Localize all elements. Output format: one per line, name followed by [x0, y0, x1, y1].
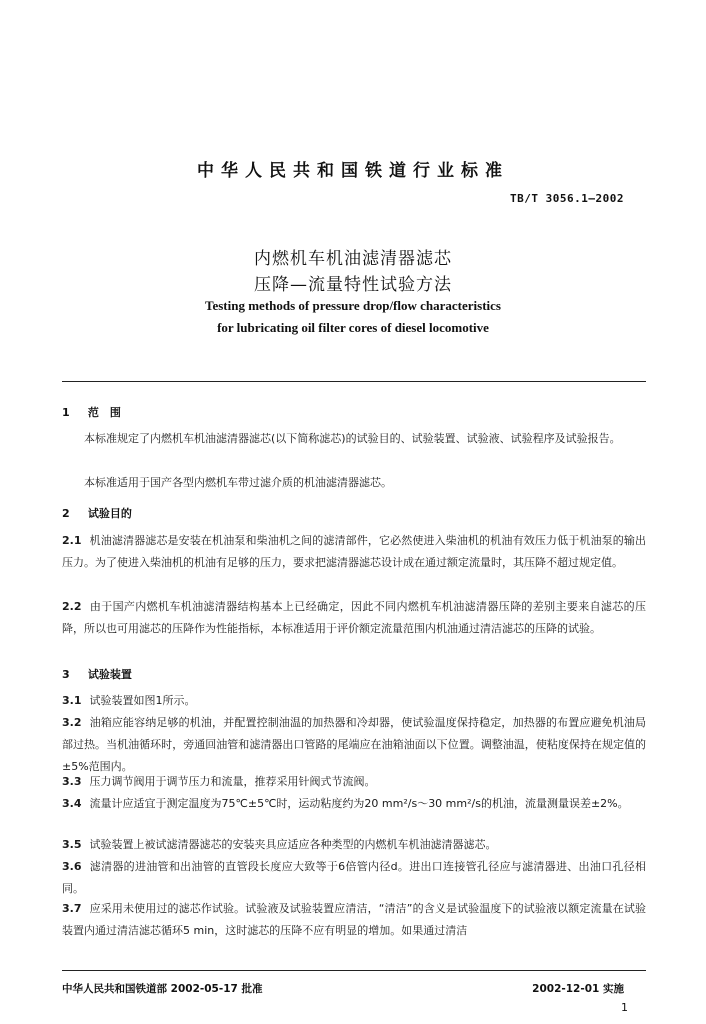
section-2-heading — [62, 505, 132, 521]
clause-number: 3.6 — [62, 860, 82, 873]
standard-number: TB/T 3056.1—2002 — [510, 192, 624, 205]
clause-number: 3.4 — [62, 797, 82, 810]
clause-3-2 — [62, 712, 646, 778]
clause-3-6 — [62, 856, 646, 900]
title-en-line1: Testing methods of pressure drop/flow characteristics — [205, 298, 501, 313]
title-cn-line1: 内燃机车机油滤清器滤芯 — [254, 249, 452, 269]
clause-text: 压力调节阀用于调节压力和流量，推荐采用针阀式节流阀。 — [89, 775, 376, 788]
section-number: 1 — [62, 406, 70, 419]
clause-text: 由于国产内燃机车机油滤清器结构基本上已经确定，因此不同内燃机车机油滤清器压降的差别主要来自滤芯的压降，所以也可用滤芯的压降作为性能指标，本标准适用于评价额定流量范围内机油通过清洁滤芯的压降的试验。 — [62, 600, 646, 635]
clause-2-2 — [62, 596, 646, 640]
title-cn-line2: 压降—流量特性试验方法 — [254, 275, 452, 295]
clause-number: 3.2 — [62, 716, 82, 729]
implementation-date: 2002-12-01 实施 — [532, 983, 624, 995]
title-divider — [62, 381, 646, 382]
section-number: 3 — [62, 668, 70, 681]
section-3-heading — [62, 666, 132, 682]
section-title: 试验目的 — [87, 507, 132, 520]
standard-category-header: 中华人民共和国铁道行业标准 — [197, 161, 509, 181]
clause-2-1 — [62, 530, 646, 574]
clause-3-3 — [62, 771, 646, 793]
clause-number: 2.1 — [62, 534, 82, 547]
clause-text: 滤清器的进油管和出油管的直管段长度应大致等于6倍管内径d。进出口连接管孔径应与滤清器进、出油口孔径相同。 — [62, 860, 646, 895]
clause-text: 机油滤清器滤芯是安装在机油泵和柴油机之间的滤清部件，它必然使进入柴油机的机油有效压力低于机油泵的输出压力。为了使进入柴油机的机油有足够的压力，要求把滤清器滤芯设计成在通过额定流量时，其压降不超过规定值。 — [62, 534, 646, 569]
clause-number: 3.5 — [62, 838, 82, 851]
section-title: 范 围 — [87, 406, 121, 419]
clause-number: 3.1 — [62, 694, 82, 707]
approval-line: 中华人民共和国铁道部 2002-05-17 批准 — [62, 983, 263, 995]
clause-3-7 — [62, 898, 646, 942]
page-number: 1 — [621, 1001, 628, 1014]
clause-number: 3.3 — [62, 775, 82, 788]
clause-3-5 — [62, 834, 646, 856]
clause-text: 试验装置如图1所示。 — [89, 694, 196, 707]
clause-3-1 — [62, 690, 646, 712]
clause-text: 油箱应能容纳足够的机油，并配置控制油温的加热器和冷却器，使试验温度保持稳定，加热器的布置应避免机油局部过热。当机油循环时，旁通回油管和滤清器出口管路的尾端应在油箱油面以下位置。调整油温，使粘度保持在规定值的±5%范围内。 — [62, 716, 646, 773]
footer-divider — [62, 970, 646, 971]
clause-number: 2.2 — [62, 600, 82, 613]
clause-number: 3.7 — [62, 902, 82, 915]
title-en-line2: for lubricating oil filter cores of diesel locomotive — [217, 320, 489, 335]
clause-text: 试验装置上被试滤清器滤芯的安装夹具应适应各种类型的内燃机车机油滤清器滤芯。 — [89, 838, 497, 851]
section-1-paragraph-1: 本标准规定了内燃机车机油滤清器滤芯(以下简称滤芯)的试验目的、试验装置、试验液、试验程序及试验报告。 — [84, 432, 621, 445]
section-title: 试验装置 — [87, 668, 132, 681]
section-1-paragraph-2: 本标准适用于国产各型内燃机车带过滤介质的机油滤清器滤芯。 — [84, 476, 392, 489]
clause-text: 流量计应适宜于测定温度为75℃±5℃时，运动粘度约为20 mm²/s～30 mm²/s的机油，流量测量误差±2%。 — [89, 797, 629, 810]
clause-text: 应采用未使用过的滤芯作试验。试验液及试验装置应清洁，“清洁”的含义是试验温度下的试验液以额定流量在试验装置内通过清洁滤芯循环5 min，这时滤芯的压降不应有明显的增加。如果通过清洁 — [62, 902, 646, 937]
section-1-heading — [62, 404, 121, 420]
section-number: 2 — [62, 507, 70, 520]
clause-3-4 — [62, 793, 646, 815]
